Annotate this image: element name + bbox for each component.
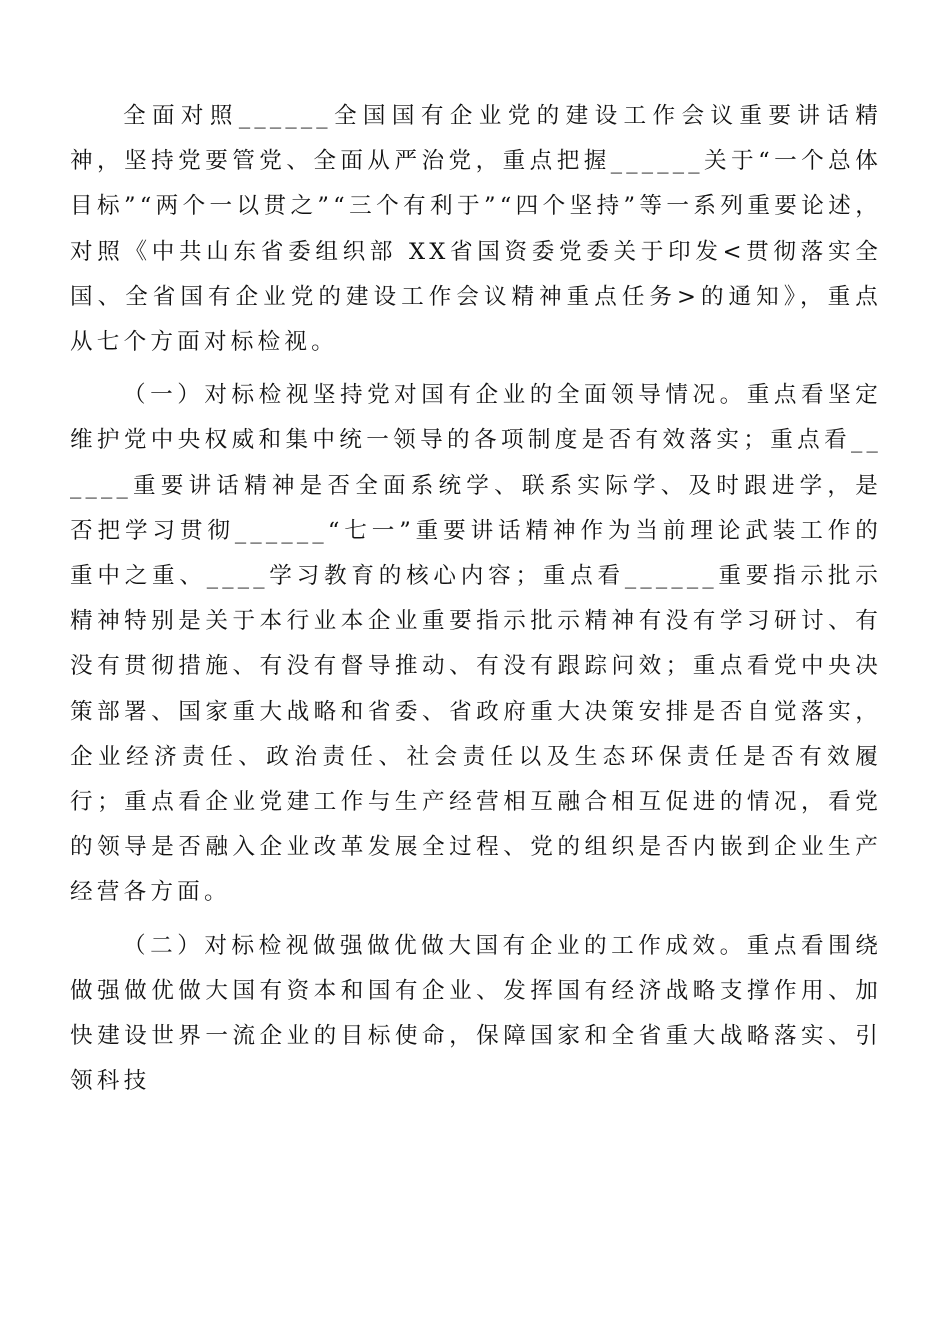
- paragraph-section-2: （二）对标检视做强做优做大国有企业的工作成效。重点看围绕做强做优做大国有资本和国有企业、发挥国有经济战略支撑作用、加快建设世界一流企业的目标使命，保障国家和全省重大战略落实、引领科技: [70, 932, 882, 1095]
- paragraph-section-1: （一）对标检视坚持党对国有企业的全面领导情况。重点看坚定维护党中央权威和集中统一领导的各项制度是否有效落实；重点看______重要讲话精神是否全面系统学、联系实际学、及时跟进学，是否把学习贯彻______“七一”重要讲话精神作为当前理论武装工作的重中之重、____学习教育的核心内容；重点看______重要指示批示精神特别是关于本行业本企业重要指示批示精神有没有学习研讨、有没有贯彻措施、有没有督导推动、有没有跟踪问效；重点看党中央决策部署、国家重大战略和省委、省政府重大决策安排是否自觉落实，企业经济责任、政治责任、社会责任以及生态环保责任是否有效履行；重点看企业党建工作与生产经营相互融合相互促进的情况，看党的领导是否融入企业改革发展全过程、党的组织是否内嵌到企业生产经营各方面。: [70, 382, 882, 906]
- paragraph-intro: 全面对照______全国国有企业党的建设工作会议重要讲话精神，坚持党要管党、全面从严治党，重点把握______关于“一个总体目标”“两个一以贯之”“三个有利于”“四个坚持”等一系列重要论述，对照《中共山东省委组织部 XX省国资委党委关于印发<贯彻落实全国、全省国有企业党的建设工作会议精神重点任务>的通知》，重点从七个方面对标检视。: [70, 103, 882, 356]
- document-page: [70, 94, 882, 1112]
